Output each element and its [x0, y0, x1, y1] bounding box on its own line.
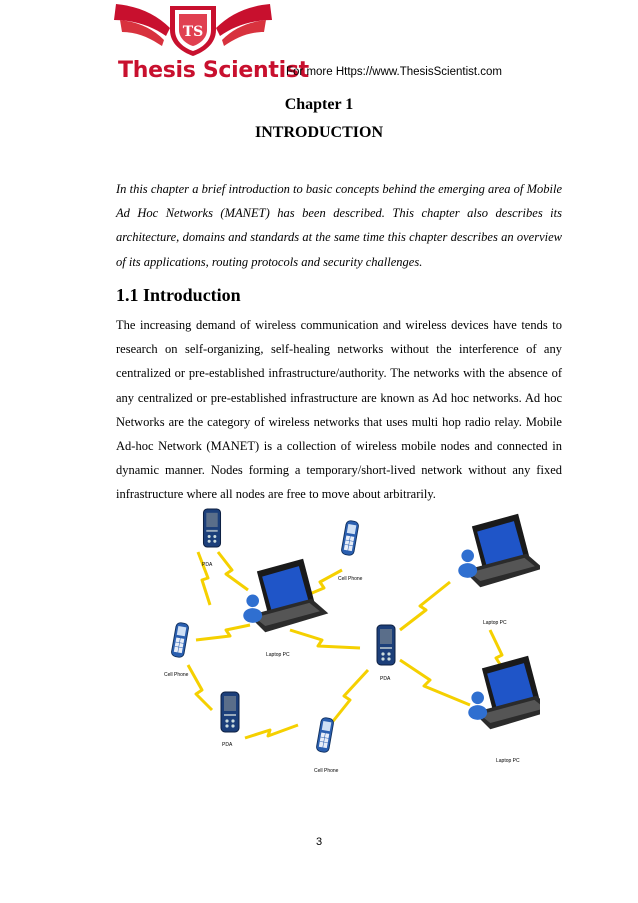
cell-phone-node-icon [171, 622, 189, 658]
laptop-node-icon [458, 514, 540, 588]
node-label: Cell Phone [164, 672, 189, 678]
page-number: 3 [315, 836, 323, 848]
svg-text:TS: TS [182, 24, 204, 40]
chapter-title: INTRODUCTION [254, 124, 383, 141]
node-label: PDA [202, 562, 213, 568]
chapter-abstract: In this chapter a brief introduction to basic concepts behind the emerging area of Mobile Ad Hoc Networks (MANET) has been described. This chapter also describes its architecture, domains and standards at the same time this chapter describes an overview of its applications, routing protocols and security challenges. [116, 182, 562, 269]
pda-node-icon [221, 692, 239, 732]
cell-phone-node-icon [341, 520, 359, 556]
header-website-link[interactable]: For more Https://www.ThesisScientist.com [286, 66, 502, 78]
thesis-scientist-logo [108, 0, 309, 88]
winged-shield-logo-icon [108, 0, 278, 60]
logo-wordmark: Thesis Scientist [118, 58, 309, 83]
pda-node-icon [203, 509, 220, 547]
node-label: Cell Phone [338, 576, 363, 582]
section-body-paragraph: The increasing demand of wireless communication and wireless devices have tends to research on self-organizing, self-healing networks without the interference of any centralized or pre-established infrastructure/authority. The networks with the absence of any centralized or pre-established infrastructure are known as Ad hoc networks. Ad hoc Networks are the category of wireless networks that uses multi hop radio relay. Mobile Ad-hoc Network (MANET) is a collection of wireless mobile nodes and connected in dynamic manner. Nodes forming a temporary/short-lived network without any fixed infrastructure where all nodes are free to move about arbitrarily. [116, 318, 562, 502]
laptop-node-icon [243, 559, 328, 633]
manet-network-diagram [150, 490, 540, 780]
chapter-number: Chapter 1 [284, 96, 354, 113]
pda-node-icon [377, 625, 395, 665]
node-label: Laptop PC [266, 652, 290, 658]
node-label: Laptop PC [496, 758, 520, 764]
section-heading: 1.1 Introduction [116, 285, 241, 305]
node-label: PDA [380, 676, 391, 682]
node-label: Laptop PC [483, 620, 507, 626]
cell-phone-node-icon [316, 717, 334, 753]
node-label: PDA [222, 742, 233, 748]
node-label: Cell Phone [314, 768, 339, 774]
laptop-node-icon [468, 656, 540, 730]
